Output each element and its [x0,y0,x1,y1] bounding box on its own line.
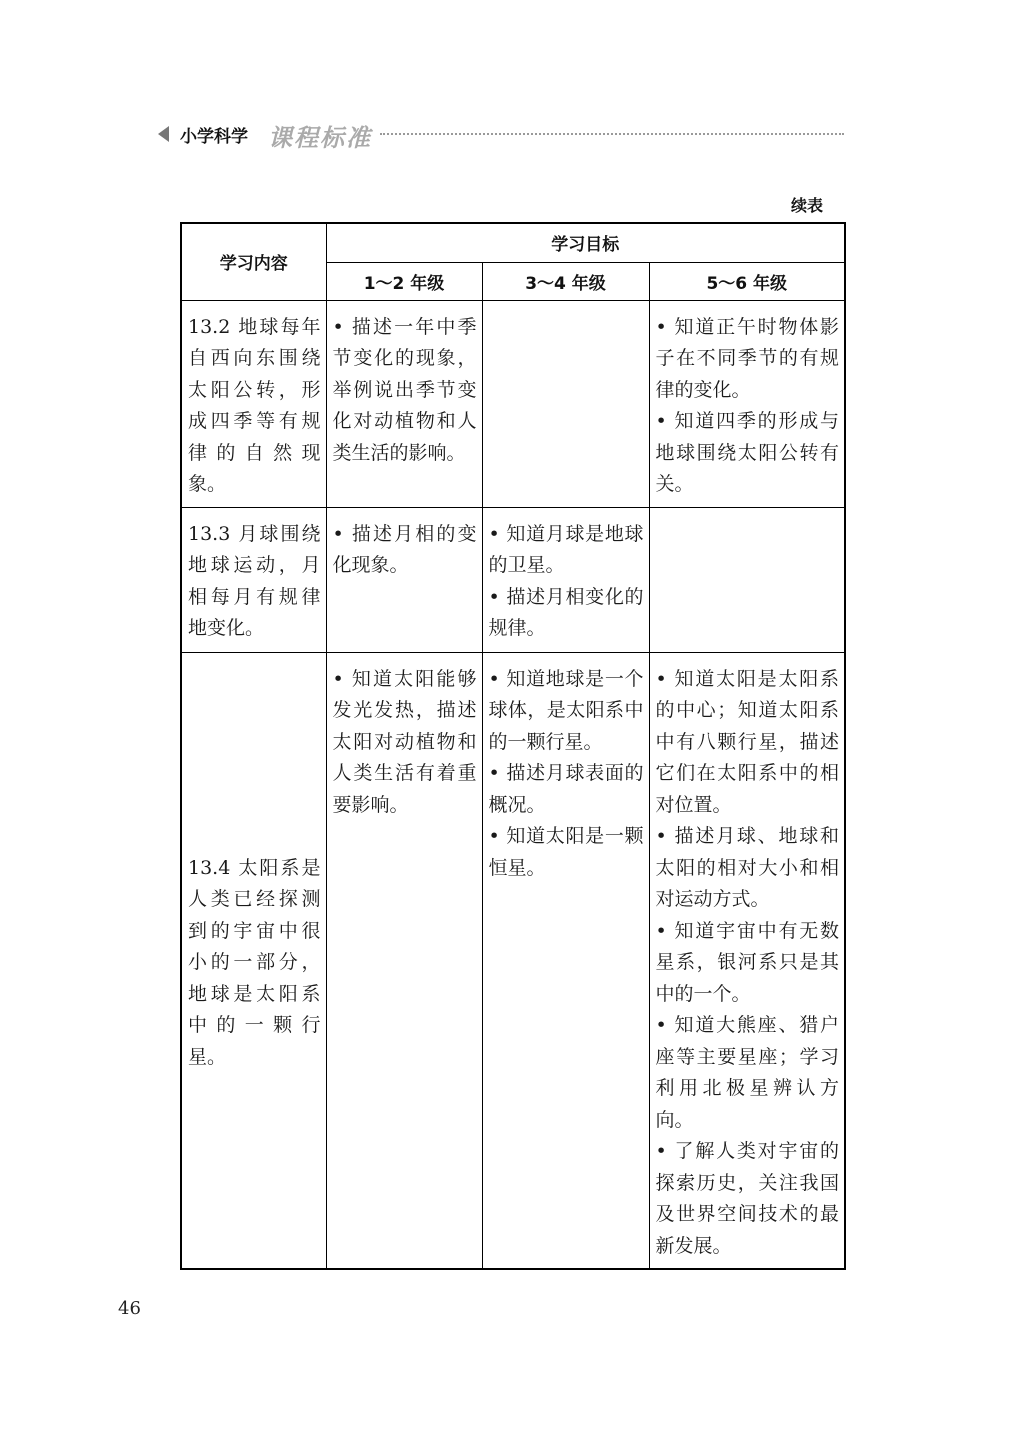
header-learning-goals: 学习目标 [326,223,845,262]
header-grade-1-2: 1～2 年级 [326,262,482,300]
goal-item: • 知道宇宙中有无数星系，银河系只是其中的一个。 [655,919,840,1005]
table-row [181,507,845,652]
book-title: 小学科学 [180,127,248,147]
goal-item: • 知道太阳是太阳系的中心；知道太阳系中有八颗行星，描述它们在太阳系中的相对位置。 [655,667,840,816]
curriculum-table [180,222,846,1270]
table-row [181,300,845,507]
content-cell: 13.3 月球围绕地球运动，月相每月有规律地变化。 [188,522,321,639]
goal-item: • 知道地球是一个球体，是太阳系中的一颗行星。 [488,667,644,753]
goal-item: • 了解人类对宇宙的探索历史，关注我国及世界空间技术的最新发展。 [655,1140,840,1257]
goal-item: • 描述月球、地球和太阳的相对大小和相对运动方式。 [655,825,840,910]
goal-item: • 知道大熊座、猎户座等主要星座；学习利用北极星辨认方向。 [655,1014,840,1131]
page-number: 46 [118,1298,141,1319]
continued-label: 续表 [790,196,823,215]
table-row [181,652,845,1269]
goal-item: • 知道四季的形成与地球围绕太阳公转有关。 [655,410,840,495]
header-grade-3-4: 3～4 年级 [482,262,649,300]
goal-item: • 知道月球是地球的卫星。 [488,522,644,576]
content-cell: 13.2 地球每年自西向东围绕太阳公转，形成四季等有规律的自然现象。 [188,315,321,495]
goal-item: • 描述一年中季节变化的现象，举例说出季节变化对动植物和人类生活的影响。 [332,315,477,464]
content-cell: 13.4 太阳系是人类已经探测到的宇宙中很小的一部分，地球是太阳系中的一颗行星。 [188,856,321,1068]
goal-item: • 描述月相的变化现象。 [332,522,477,576]
header-grade-5-6: 5～6 年级 [649,262,845,300]
header-learning-content: 学习内容 [181,223,326,300]
goal-item: • 知道太阳能够发光发热，描述太阳对动植物和人类生活有着重要影响。 [332,667,477,816]
left-triangle-icon [158,126,169,142]
goal-item: • 描述月球表面的概况。 [488,762,644,816]
section-title: 课程标准 [268,123,372,152]
goal-item: • 描述月相变化的规律。 [488,585,644,639]
running-header [158,118,844,152]
goal-item: • 知道正午时物体影子在不同季节的有规律的变化。 [655,315,840,401]
header-dotted-rule [380,133,844,135]
goal-item: • 知道太阳是一颗恒星。 [488,825,644,879]
